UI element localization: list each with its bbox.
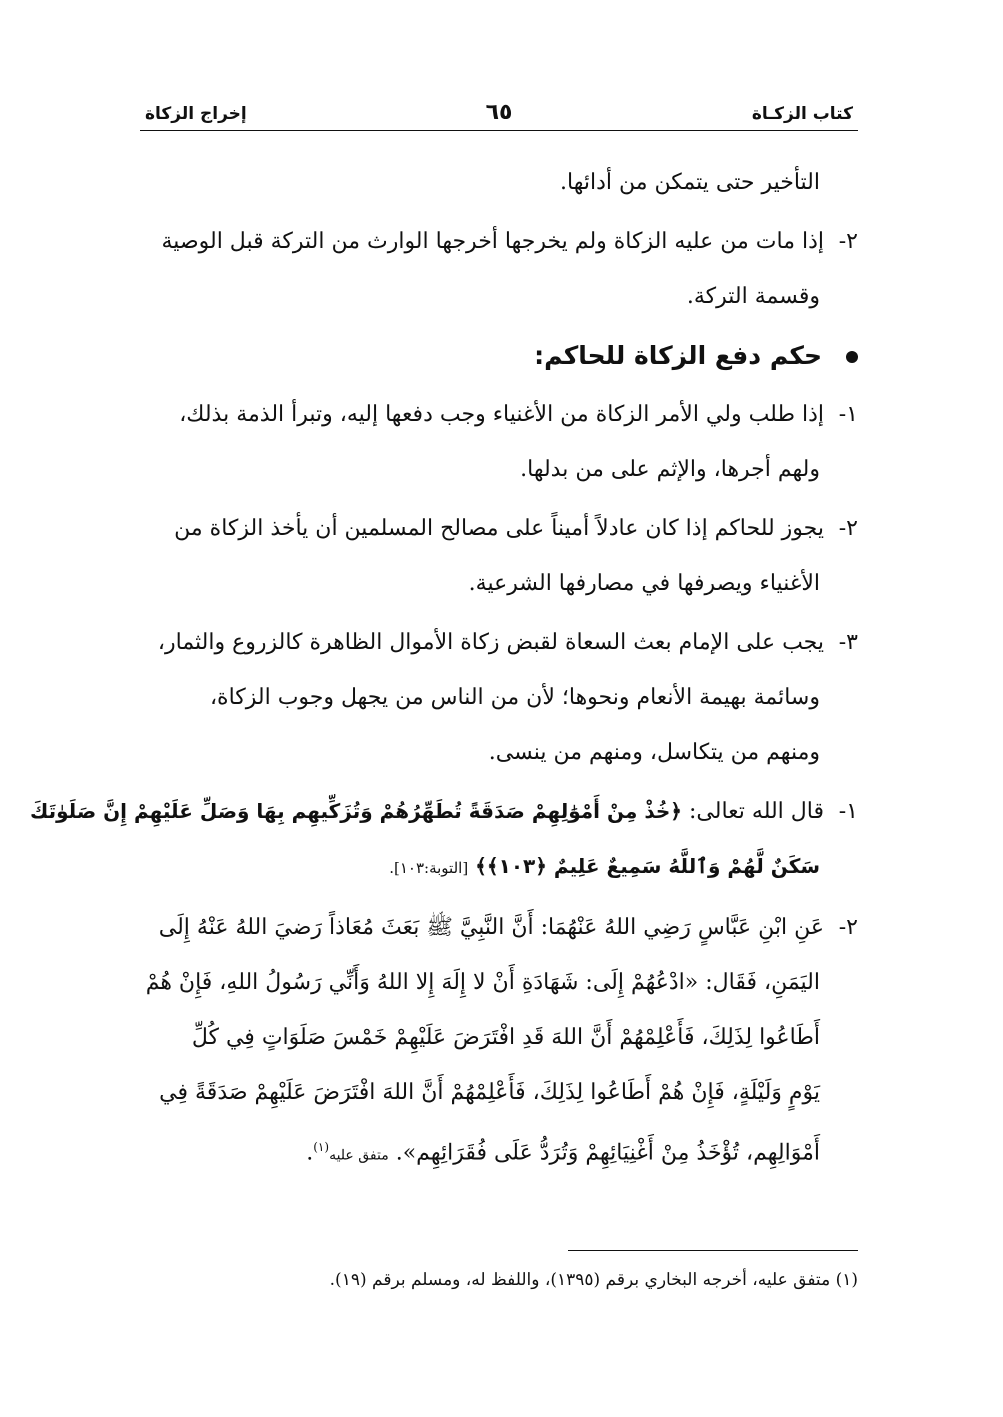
item-text: يجوز للحاكم إذا كان عادلاً أميناً على مصالح المسلمين أن يأخذ الزكاة من [174,516,824,541]
verse-reference: [التوبة:١٠٣]. [389,859,469,877]
hadith-grade: متفق عليه [329,1147,389,1164]
text-line [138,214,858,269]
item-number: ٢- [838,229,858,254]
quran-verse: ﴿خُذْ مِنْ أَمْوَٰلِهِمْ صَدَقَةً تُطَهِّرُهُمْ وَتُزَكِّيهِم بِهَا وَصَلِّ عَلَيْهِمْ إِنَّ صَلَوٰتَكَ [29,799,683,823]
item-number: ١- [838,402,858,427]
page-number: ٦٥ [485,100,513,125]
item-text: إذا طلب ولي الأمر الزكاة من الأغنياء وجب دفعها إليه، وتبرأ الذمة بذلك، [179,402,824,427]
hadith-item [138,900,858,1183]
quran-intro: قال الله تعالى: [689,799,824,824]
item-number: ٢- [838,915,858,940]
text-line [138,900,858,955]
list-item [138,501,858,611]
item-number: ١- [838,799,858,824]
item-text: يجب على الإمام بعث السعاة لقبض زكاة الأموال الظاهرة كالزروع والثمار، [157,630,824,655]
header-rule [140,130,858,131]
text-line [138,501,858,556]
text-line: وقسمة التركة. [686,284,820,309]
list-item [138,615,858,780]
text-line: اليَمَنِ، فَقَال: «ادْعُهُمْ إِلَى: شَهَادَةِ أَنْ لا إِلَهَ إِلا اللهُ وَأَنِّي رَسُولُ اللهِ، فَإِنْ هُمْ [145,970,820,995]
footnote: (١) متفق عليه، أخرجه البخاري برقم (١٣٩٥)، واللفظ له، ومسلم برقم (١٩). [329,1270,858,1290]
text-line: يَوْمٍ وَلَيْلَةٍ، فَإِنْ هُمْ أَطَاعُوا لِذَلِكَ، فَأَعْلِمْهُمْ أَنَّ اللهَ افْتَرَضَ عَلَيْهِمْ صَدَقَةً فِي [159,1080,820,1105]
text-line [29,784,858,839]
text-line: وسائمة بهيمة الأنعام ونحوها؛ لأن من الناس من يجهل وجوب الزكاة، [209,685,820,710]
text-line [138,839,858,896]
text-line: أَطَاعُوا لِذَلِكَ، فَأَعْلِمْهُمْ أَنَّ اللهَ قَدِ افْتَرَضَ عَلَيْهِمْ خَمْسَ صَلَوَاتٍ فِي كُلِّ [191,1025,820,1050]
text-line: ومنهم من يتكاسل، ومنهم من ينسى. [488,740,820,765]
item-number: ٢- [838,516,858,541]
header-book-title: كتاب الزكـاة [751,104,853,124]
item-number: ٣- [838,630,858,655]
item-text: إذا مات من عليه الزكاة ولم يخرجها أخرجها الوارث من التركة قبل الوصية [161,229,824,254]
text-line [138,615,858,670]
running-header [145,100,853,134]
footnote-rule [568,1250,858,1251]
body-text [29,155,858,1187]
paragraph [138,155,858,210]
text-line: التأخير حتى يتمكن من أدائها. [560,170,820,195]
hadith-text: عَنِ ابْنِ عَبَّاسٍ رَضِي اللهُ عَنْهُمَا: أَنَّ النَّبِيَّ ﷺ بَعَثَ مُعَاذاً رَضيَ اللهُ عَنْهُ إِلَى [158,915,824,940]
quran-item [29,784,858,896]
text-line [138,387,858,442]
header-chapter-title: إخراج الزكاة [145,104,247,124]
quran-verse: سَكَنٌ لَّهُمْ وَٱللَّهُ سَمِيعٌ عَلِيمٌ ﴿١٠٣﴾﴾ [475,854,820,878]
heading-text: حكم دفع الزكاة للحاكم: [534,341,822,370]
text-line [138,1120,858,1183]
list-item [138,214,858,324]
hadith-text: أَمْوَالِهِم، تُؤْخَذُ مِنْ أَغْنِيَائِهِمْ وَتُرَدُّ عَلَى فُقَرَائِهِم». [395,1140,820,1166]
footnote-marker[interactable]: (١) [313,1140,330,1154]
section-heading [138,328,858,383]
punctuation: . [306,1140,314,1166]
bullet-icon [846,351,858,363]
text-line: ولهم أجرها، والإثم على من بدلها. [520,457,820,482]
list-item [138,387,858,497]
text-line: الأغنياء ويصرفها في مصارفها الشرعية. [468,571,820,596]
